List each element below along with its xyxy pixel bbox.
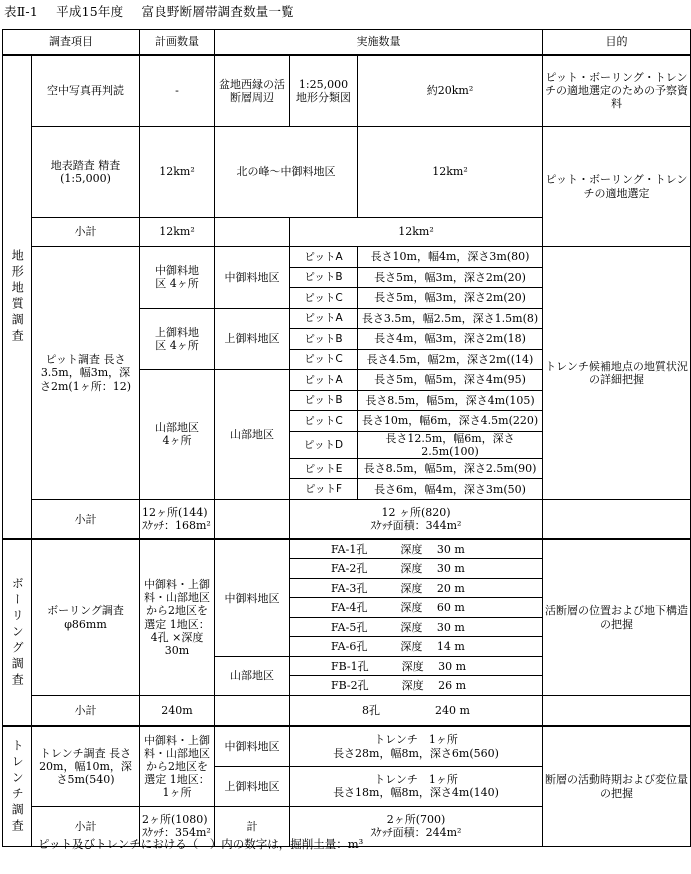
trench-item xyxy=(32,726,140,806)
subtotal-purpose-empty xyxy=(543,499,691,539)
boring-detail xyxy=(290,676,543,696)
trench-purpose xyxy=(543,726,691,846)
subtotal-label xyxy=(32,218,140,247)
cell-text: 12km² xyxy=(159,225,195,239)
boring-detail xyxy=(290,637,543,657)
cell-text: ボーリング調査 φ86mm xyxy=(47,604,124,631)
cell-text: 長さ3.5m，幅2.5m，深さ1.5m(8) xyxy=(361,311,539,325)
boring-detail xyxy=(290,656,543,676)
cell-text: 長さ4.5m，幅2m，深さ2m((14) xyxy=(366,352,534,366)
cell-text: ピット・ボーリング・トレンチの適地選定のための予察資料 xyxy=(545,70,689,111)
pit-id xyxy=(290,267,358,288)
cell-text: ピットB xyxy=(304,271,343,284)
cell-text: 目的 xyxy=(605,35,628,49)
boring-detail xyxy=(290,559,543,579)
aerial-area xyxy=(215,55,290,127)
section-label: ボーリング調査 xyxy=(10,576,25,689)
cell-text: 上御料地区 xyxy=(224,332,280,346)
cell-text: 長さ5m，幅5m，深さ4m(95) xyxy=(374,373,526,387)
table-row xyxy=(3,539,691,559)
pit-plan xyxy=(140,308,215,370)
table-row xyxy=(3,499,691,539)
survey-purpose xyxy=(543,127,691,247)
subtotal-plan xyxy=(140,218,215,247)
pit-detail xyxy=(358,479,543,500)
pit-detail xyxy=(358,431,543,458)
pit-detail xyxy=(358,288,543,309)
pit-detail xyxy=(358,329,543,350)
boring-area xyxy=(215,539,290,656)
pit-id xyxy=(290,288,358,309)
subtotal-plan xyxy=(140,695,215,726)
cell-text: ｽｹｯﾁ：354m² xyxy=(142,826,211,840)
cell-text: トレンチ調査 長さ20m，幅10m，深さ5m(540) xyxy=(39,746,132,787)
cell-text: 長さ4m，幅3m，深さ2m(18) xyxy=(374,332,526,346)
cell-text: 山部地区 xyxy=(230,669,274,683)
cell-text: 12ヶ所(144) xyxy=(142,505,208,519)
trench-section xyxy=(3,726,32,846)
cell-text: ピットA xyxy=(304,250,343,263)
cell-text: トレンチ 1ヶ所 xyxy=(374,733,458,747)
subtotal-empty xyxy=(215,695,290,726)
table-row xyxy=(3,695,691,726)
cell-text: 中御料・上御料・山部地区から2地区を選定 1地区：4孔 ×深度30m xyxy=(144,578,210,657)
cell-text: ピットD xyxy=(303,438,344,451)
trench-plan xyxy=(140,726,215,806)
pit-detail xyxy=(358,308,543,329)
pit-id xyxy=(290,411,358,432)
cell-text: 中御料地区 xyxy=(224,740,280,754)
survey-plan xyxy=(140,127,215,218)
table-row xyxy=(3,247,691,268)
cell-text: ピット調査 長さ3.5m，幅3m，深さ2m(1ヶ所：12) xyxy=(39,353,131,393)
aerial-plan xyxy=(140,55,215,127)
survey-amount xyxy=(358,127,543,218)
boring-detail xyxy=(290,598,543,618)
subtotal-empty xyxy=(215,218,290,247)
pit-item xyxy=(32,247,140,500)
cell-text: FA-2孔 深度 30 m xyxy=(331,562,465,576)
aerial-amount xyxy=(358,55,543,127)
pit-id xyxy=(290,247,358,268)
section-label: 地形地質調査 xyxy=(10,248,25,345)
header-plan xyxy=(140,30,215,55)
boring-detail xyxy=(290,539,543,559)
boring-detail xyxy=(290,578,543,598)
cell-text: 北の峰～中御料地区 xyxy=(236,165,336,179)
cell-text: ピットB xyxy=(304,332,343,345)
cell-text: 約20km² xyxy=(426,84,474,98)
boring-detail xyxy=(290,617,543,637)
pit-plan xyxy=(140,370,215,500)
cell-text: 小計 xyxy=(74,225,97,239)
boring-item xyxy=(32,539,140,695)
cell-text: ピットF xyxy=(304,483,343,496)
cell-text: 240m xyxy=(161,704,193,718)
cell-text: 上御料地区 4ヶ所 xyxy=(155,325,199,352)
cell-text: 2ヶ所(1080) xyxy=(142,813,208,827)
cell-text: FA-6孔 深度 14 m xyxy=(331,640,465,654)
cell-text: 中御料地区 xyxy=(224,270,280,284)
cell-text: 中御料地区 4ヶ所 xyxy=(155,264,199,291)
header-actual xyxy=(215,30,543,55)
trench-area xyxy=(215,766,290,806)
terrain-section xyxy=(3,55,32,540)
trench-detail xyxy=(290,766,543,806)
trench-area xyxy=(215,726,290,766)
boring-area xyxy=(215,656,290,695)
cell-text: 長さ12.5m，幅6m，深さ2.5m(100) xyxy=(385,431,515,458)
cell-text: 山部地区 xyxy=(230,427,274,441)
cell-text: FA-1孔 深度 30 m xyxy=(331,542,465,556)
subtotal-purpose-empty xyxy=(543,695,691,726)
table-row xyxy=(3,55,691,127)
table-row xyxy=(3,127,691,218)
pit-detail xyxy=(358,267,543,288)
cell-text: 山部地区 4ヶ所 xyxy=(155,421,199,448)
cell-text: 調査項目 xyxy=(49,35,93,49)
cell-text: - xyxy=(175,84,179,98)
cell-text: ピットC xyxy=(304,291,343,304)
cell-text: ピットE xyxy=(304,462,343,475)
cell-text: 空中写真再判読 xyxy=(47,84,124,98)
boring-purpose xyxy=(543,539,691,695)
table-title: 富良野断層帯調査数量一覧 xyxy=(141,4,294,19)
cell-text: 計 xyxy=(246,819,258,833)
subtotal-amount xyxy=(290,695,543,726)
cell-text: FB-2孔 深度 26 m xyxy=(331,679,467,693)
boring-section xyxy=(3,539,32,726)
survey-area xyxy=(215,127,358,218)
pit-detail xyxy=(358,458,543,479)
cell-text: 活断層の位置および地下構造の把握 xyxy=(545,604,689,631)
pit-area xyxy=(215,370,290,500)
cell-text: 小計 xyxy=(74,512,97,526)
cell-text: FA-5孔 深度 30 m xyxy=(331,620,465,634)
pit-id xyxy=(290,479,358,500)
subtotal-amount xyxy=(290,499,543,539)
cell-text: 長さ18m，幅8m，深さ4m(140) xyxy=(333,786,499,800)
cell-text: ピットB xyxy=(304,394,343,407)
cell-text: 12km² xyxy=(432,165,468,179)
pit-id xyxy=(290,458,358,479)
survey-quantity-table xyxy=(2,29,691,847)
survey-item xyxy=(32,127,140,218)
cell-text: 長さ28m，幅8m，深さ6m(560) xyxy=(333,746,499,760)
pit-detail xyxy=(358,411,543,432)
table-row xyxy=(3,726,691,766)
pit-detail xyxy=(358,349,543,370)
pit-detail xyxy=(358,247,543,268)
pit-area xyxy=(215,247,290,309)
cell-text: 12 ヶ所(820) xyxy=(381,505,451,519)
cell-text: 長さ6m，幅4m，深さ3m(50) xyxy=(374,482,526,496)
pit-area xyxy=(215,308,290,370)
table-caption xyxy=(4,2,308,20)
aerial-purpose xyxy=(543,55,691,127)
subtotal-plan xyxy=(140,499,215,539)
cell-text: ピットC xyxy=(304,353,343,366)
cell-text: 長さ10m，幅6m，深さ4.5m(220) xyxy=(361,414,539,428)
cell-text: 12km² xyxy=(398,225,434,239)
cell-text: 小計 xyxy=(74,819,97,833)
table-row xyxy=(3,30,691,55)
cell-text: ピットA xyxy=(304,312,343,325)
subtotal-label xyxy=(32,695,140,726)
cell-text: 盆地西縁の活断層周辺 xyxy=(219,77,285,104)
cell-text: 長さ10m，幅4m，深さ3m(80) xyxy=(370,250,530,264)
aerial-item xyxy=(32,55,140,127)
cell-text: ピットA xyxy=(304,373,343,386)
subtotal-amount xyxy=(290,218,543,247)
cell-text: FB-1孔 深度 30 m xyxy=(331,659,467,673)
table-number: 表Ⅱ-1 xyxy=(4,4,38,19)
cell-text: トレンチ候補地点の地質状況の詳細把握 xyxy=(545,359,688,386)
pit-plan xyxy=(140,247,215,309)
cell-text: 8孔 240 m xyxy=(362,704,470,718)
section-label: トレンチ調査 xyxy=(10,738,25,835)
pit-id xyxy=(290,349,358,370)
boring-plan xyxy=(140,539,215,695)
header-purpose xyxy=(543,30,691,55)
pit-purpose xyxy=(543,247,691,500)
pit-id xyxy=(290,308,358,329)
pit-id xyxy=(290,329,358,350)
pit-id xyxy=(290,431,358,458)
trench-detail xyxy=(290,726,543,766)
cell-text: 断層の活動時期および変位量の把握 xyxy=(545,773,689,800)
cell-text: 実施数量 xyxy=(356,35,401,49)
cell-text: 2ヶ所(700) xyxy=(386,813,446,827)
cell-text: 地表踏査 精査(1:5,000) xyxy=(50,158,121,185)
cell-text: ピットC xyxy=(304,414,343,427)
header-item xyxy=(3,30,140,55)
cell-text: 長さ8.5m，幅5m，深さ2.5m(90) xyxy=(363,462,537,476)
cell-text: 長さ8.5m，幅5m，深さ4m(105) xyxy=(365,393,535,407)
cell-text: FA-3孔 深度 20 m xyxy=(331,581,465,595)
cell-text: 小計 xyxy=(74,704,97,718)
cell-text: トレンチ 1ヶ所 xyxy=(374,773,458,787)
cell-text: 1:25,000 地形分類図 xyxy=(296,77,351,104)
footnote: ピット及びトレンチにおける（ ）内の数字は，掘削土量：m³ xyxy=(38,837,364,851)
aerial-map xyxy=(290,55,358,127)
pit-id xyxy=(290,390,358,411)
pit-detail xyxy=(358,390,543,411)
cell-text: ｽｹｯﾁ面積：244m² xyxy=(370,826,462,840)
cell-text: 長さ5m，幅3m，深さ2m(20) xyxy=(374,270,526,284)
cell-text: 12km² xyxy=(159,165,195,179)
cell-text: FA-4孔 深度 60 m xyxy=(331,601,465,615)
cell-text: ｽｹｯﾁ：168m² xyxy=(142,519,211,533)
subtotal-empty xyxy=(215,499,290,539)
cell-text: 長さ5m，幅3m，深さ2m(20) xyxy=(374,291,526,305)
cell-text: 計画数量 xyxy=(155,35,199,49)
cell-text: 上御料地区 xyxy=(224,779,280,793)
cell-text: 中御料地区 xyxy=(224,591,280,605)
subtotal-label xyxy=(32,499,140,539)
pit-detail xyxy=(358,370,543,391)
pit-id xyxy=(290,370,358,391)
cell-text: ｽｹｯﾁ面積：344m² xyxy=(370,519,462,533)
cell-text: ピット・ボーリング・トレンチの適地選定 xyxy=(545,173,688,200)
fiscal-year: 平成15年度 xyxy=(56,4,124,19)
cell-text: 中御料・上御料・山部地区から2地区を選定 1地区：1ヶ所 xyxy=(144,733,210,800)
